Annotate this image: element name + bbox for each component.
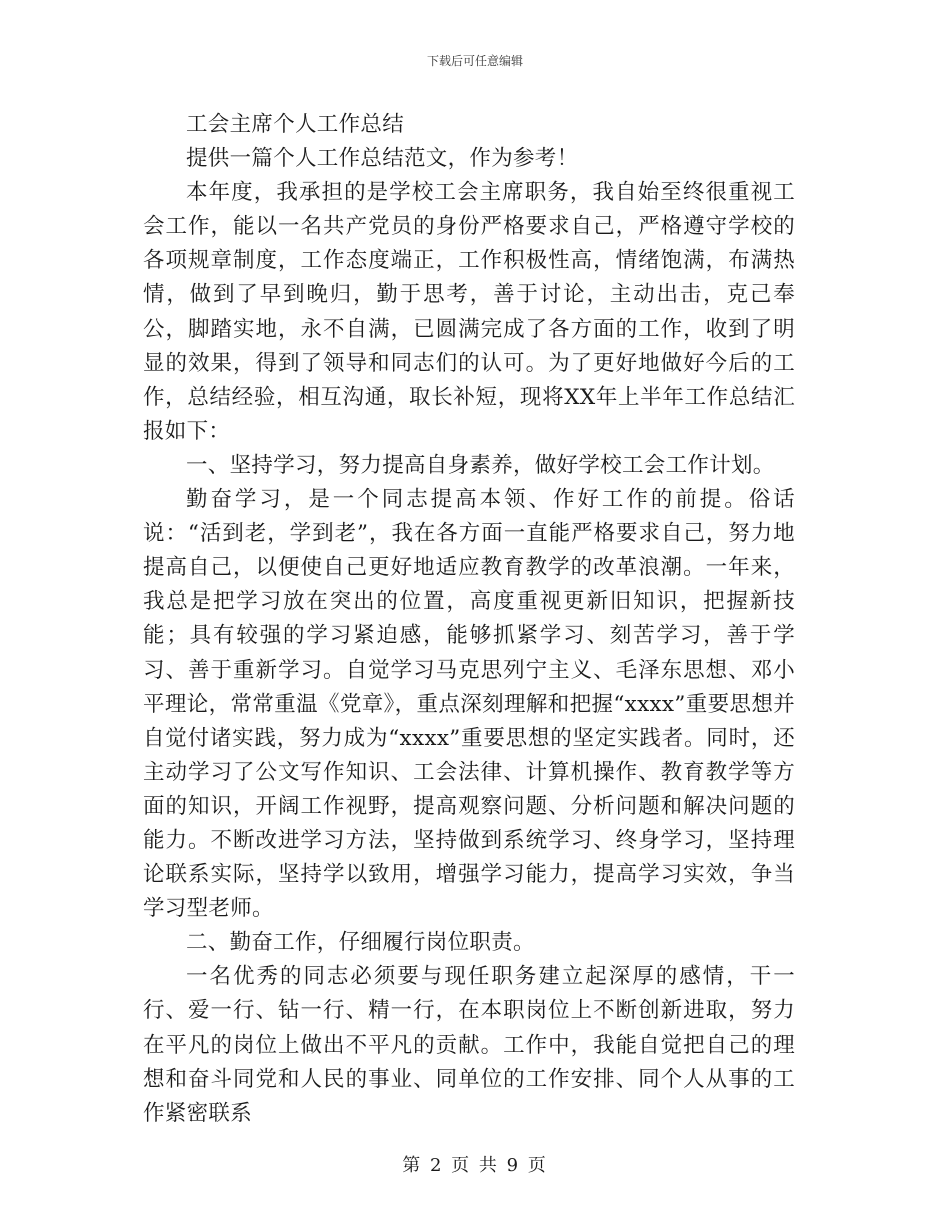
summary-paragraph: 本年度，我承担的是学校工会主席职务，我自始至终很重视工会工作，能以一名共产党员的身份严格要求自己，严格遵守学校的各项规章制度，工作态度端正，工作积极性高，情绪饱满，布满热情，做到了早到晚归，勤于思考，善于讨论，主动出击，克己奉公，脚踏实地，永不自满，已圆满完成了各方面的工作，收到了明显的效果，得到了领导和同志们的认可。为了更好地做好今后的工作，总结经验，相互沟通，取长补短，现将XX年上半年工作总结汇报如下： — [143, 180, 795, 444]
document-body — [143, 108, 795, 1131]
document-title: 工会主席个人工作总结 — [186, 112, 405, 137]
section-heading-1: 一、坚持学习，努力提高自身素养，做好学校工会工作计划。 — [186, 452, 775, 478]
section-paragraph-1: 勤奋学习，是一个同志提高本领、作好工作的前提。俗话说：“活到老，学到老”，我在各方面一直能严格要求自己，努力地提高自己，以便使自己更好地适应教育教学的改革浪潮。一年来，我总是把学习放在突出的位置，高度重视更新旧知识，把握新技能；具有较强的学习紧迫感，能够抓紧学习、刻苦学习，善于学习、善于重新学习。自觉学习马克思列宁主义、毛泽东思想、邓小平理论，常常重温《党章》，重点深刻理解和把握“xxxx”重要思想并自觉付诸实践，努力成为“xxxx”重要思想的坚定实践者。同时，还主动学习了公文写作知识、工会法律、计算机操作、教育教学等方面的知识，开阔工作视野，提高观察问题、分析问题和解决问题的能力。不断改进学习方法，坚持做到系统学习、终身学习，坚持理论联系实际，坚持学以致用，增强学习能力，提高学习实效，争当学习型老师。 — [143, 487, 795, 922]
page-number: 第 2 页 共 9 页 — [402, 1155, 548, 1176]
intro-paragraph: 提供一篇个人工作总结范文，作为参考！ — [186, 146, 579, 172]
page-header-note: 下载后可任意编辑 — [426, 54, 523, 68]
section-paragraph-2: 一名优秀的同志必须要与现任职务建立起深厚的感情，干一行、爱一行、钻一行、精一行，在本职岗位上不断创新进取，努力在平凡的岗位上做出不平凡的贡献。工作中，我能自觉把自己的理想和奋斗同党和人民的事业、同单位的工作安排、同个人从事的工作紧密联系 — [143, 964, 795, 1126]
section-heading-2: 二、勤奋工作，仔细履行岗位职责。 — [186, 930, 535, 956]
